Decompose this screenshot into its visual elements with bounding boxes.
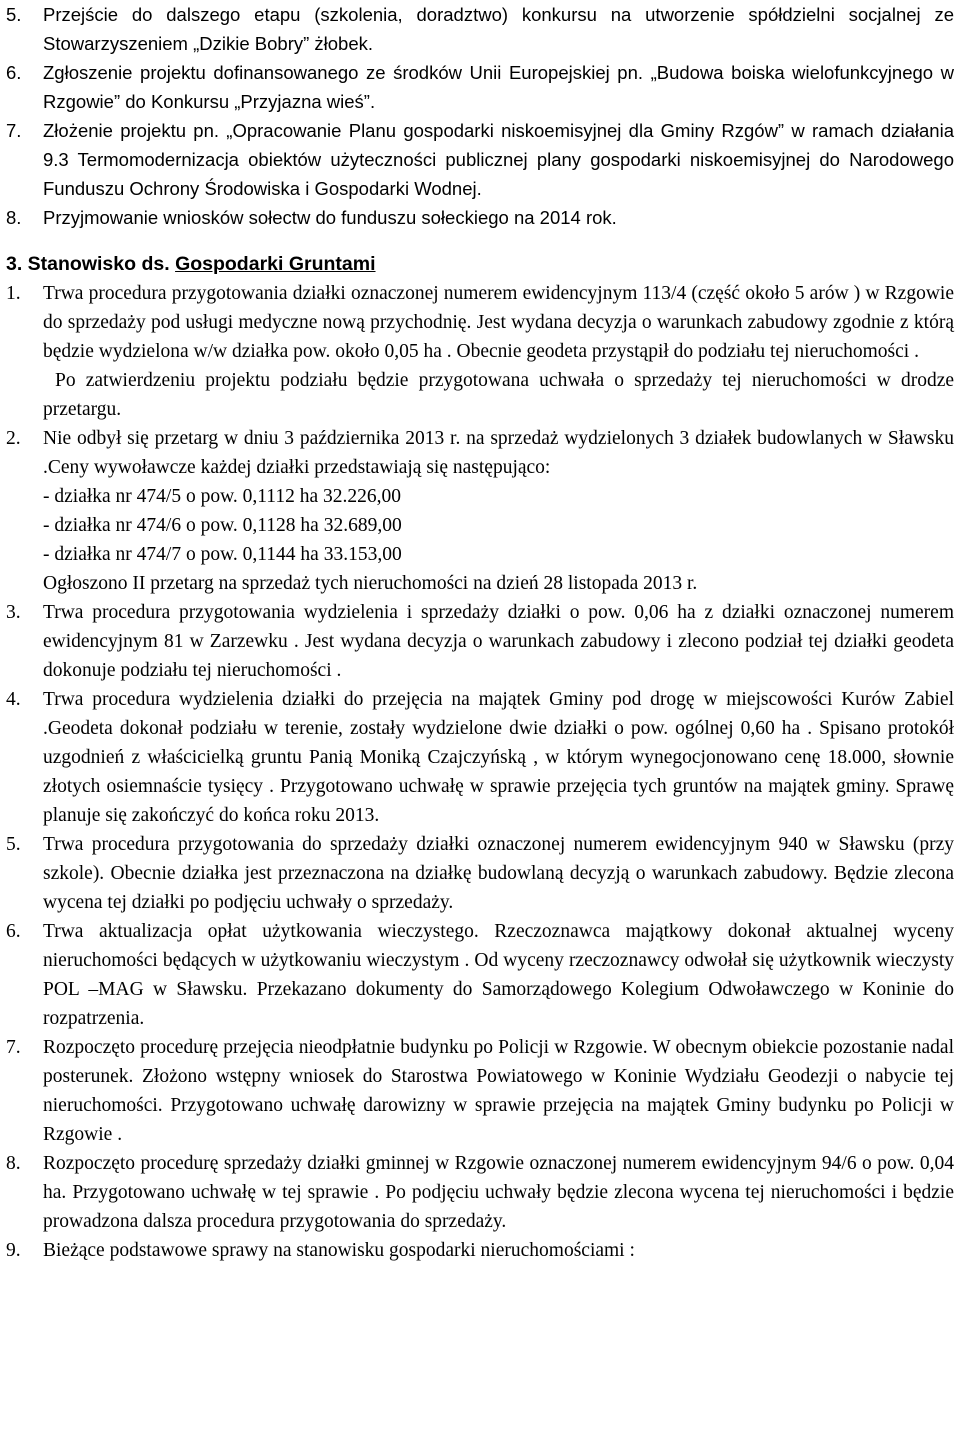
item-text: Przyjmowanie wniosków sołectw do funduszu sołeckiego na 2014 rok.: [43, 207, 617, 228]
item-text: Trwa procedura przygotowania działki oznaczonej numerem ewidencyjnym 113/4 (część około 5 arów ) w Rzgowie do sprzedaży pod usługi medyczne nową przychodnię. Jest wydana decyzja o warunkach zabudowy zgodnie z którą będzie wydzielona w/w działka pow. około 0,05 ha . Obecnie geodeta przystąpił do podziału tej nieruchomości .: [43, 283, 954, 362]
list-item: [0, 203, 954, 232]
item-text: Złożenie projektu pn. „Opracowanie Planu gospodarki niskoemisyjnej dla Gminy Rzgów” w ramach działania 9.3 Termomodernizacja obiektów użyteczności publicznej plany gospodarki niskoemisyjnej do Narodowego Funduszu Ochrony Środowiska i Gospodarki Wodnej.: [43, 120, 954, 199]
item-number: 1.: [6, 283, 21, 304]
list-item: [0, 0, 954, 58]
item-number: 5.: [6, 834, 21, 855]
list-item: [0, 116, 954, 203]
item-number: 2.: [6, 428, 21, 449]
list-item: [0, 917, 954, 1033]
item-number: 5.: [6, 4, 22, 25]
list-item: [0, 598, 954, 685]
item-text: Trwa procedura przygotowania wydzielenia i sprzedaży działki o pow. 0,06 ha z działki oznaczonej numerem ewidencyjnym 81 w Zarzewku . Jest wydana decyzja o warunkach zabudowy i zlecono podział tej działki geodeta dokonuje podziału tej nieruchomości .: [43, 602, 954, 681]
section3-list: [0, 279, 954, 1265]
item-text: Trwa aktualizacja opłat użytkowania wieczystego. Rzeczoznawca majątkowy dokonał aktualnej wyceny nieruchomości będących w użytkowaniu wieczystym . Od wyceny rzeczoznawcy odwołał się użytkownik wieczysty POL –MAG w Sławsku. Przekazano dokumenty do Samorządowego Kolegium Odwoławczego w Koninie do rozpatrzenia.: [43, 921, 954, 1029]
plot-line: - działka nr 474/6 o pow. 0,1128 ha 32.689,00: [43, 515, 402, 536]
plot-line: - działka nr 474/7 o pow. 0,1144 ha 33.153,00: [43, 544, 402, 565]
item-number: 7.: [6, 1037, 21, 1058]
item-text: Rozpoczęto procedurę przejęcia nieodpłatnie budynku po Policji w Rzgowie. W obecnym obiekcie pozostanie nadal posterunek. Złożono wstępny wniosek do Starostwa Powiatowego w Koninie Wydziału Geodezji o nabycie tej nieruchomości. Przygotowano uchwałę darowizny w sprawie przejęcia na majątek Gminy budynku po Policji w Rzgowie .: [43, 1037, 954, 1145]
list-item: [0, 685, 954, 830]
item-text: Rozpoczęto procedurę sprzedaży działki gminnej w Rzgowie oznaczonej numerem ewidencyjnym 94/6 o pow. 0,04 ha. Przygotowano uchwałę w tej sprawie . Po podjęciu uchwały będzie zlecona wycena tej nieruchomości i będzie prowadzona dalsza procedura przygotowania do sprzedaży.: [43, 1153, 954, 1232]
section-heading-title: Gospodarki Gruntami: [175, 253, 376, 275]
plot-line: - działka nr 474/5 o pow. 0,1112 ha 32.226,00: [43, 486, 401, 507]
item-text: Trwa procedura przygotowania do sprzedaży działki oznaczonej numerem ewidencyjnym 940 w Sławsku (przy szkole). Obecnie działka jest przeznaczona na działkę budowlaną decyzją o warunkach zabudowy. Będzie zlecona wycena tej działki po podjęciu uchwały o sprzedaży.: [43, 834, 954, 913]
section-heading-number: 3. Stanowisko ds.: [6, 253, 170, 275]
top-list: [0, 0, 954, 232]
item-text: Bieżące podstawowe sprawy na stanowisku gospodarki nieruchomościami :: [43, 1240, 635, 1261]
section-heading: [0, 250, 954, 279]
item-number: 3.: [6, 602, 21, 623]
list-item: [0, 1033, 954, 1149]
item-text: Trwa procedura wydzielenia działki do przejęcia na majątek Gminy pod drogę w miejscowości Kurów Zabiel .Geodeta dokonał podziału w terenie, zostały wydzielone dwie działki o pow. ogólnej 0,60 ha . Spisano protokół uzgodnień z właścicielką gruntu Panią Moniką Czajczyńską , w którym wynegocjonowano cenę 18.000, słownie złotych osiemnaście tysięcy . Przygotowano uchwałę w sprawie przejęcia tych gruntów na majątek gminy. Sprawę planuje się zakończyć do końca roku 2013.: [43, 689, 954, 826]
spacer: [0, 232, 954, 250]
list-item: [0, 279, 954, 424]
list-item: [0, 1149, 954, 1236]
auction-note: Ogłoszono II przetarg na sprzedaż tych nieruchomości na dzień 28 listopada 2013 r.: [43, 573, 698, 594]
item-number: 8.: [6, 1153, 21, 1174]
item-text: Zgłoszenie projektu dofinansowanego ze środków Unii Europejskiej pn. „Budowa boiska wielofunkcyjnego w Rzgowie” do Konkursu „Przyjazna wieś”.: [43, 62, 954, 112]
item-number: 6.: [6, 921, 21, 942]
item-number: 4.: [6, 689, 21, 710]
list-item: [0, 830, 954, 917]
item-text-continued: Po zatwierdzeniu projektu podziału będzie przygotowana uchwała o sprzedaży tej nieruchomości w drodze przetargu.: [43, 370, 954, 420]
list-item: [0, 58, 954, 116]
item-number: 7.: [6, 120, 22, 141]
item-number: 9.: [6, 1240, 21, 1261]
list-item: [0, 424, 954, 598]
item-text: Przejście do dalszego etapu (szkolenia, doradztwo) konkursu na utworzenie spółdzielni socjalnej ze Stowarzyszeniem „Dzikie Bobry” żłobek.: [43, 4, 954, 54]
item-number: 6.: [6, 62, 22, 83]
item-number: 8.: [6, 207, 22, 228]
item-text: Nie odbył się przetarg w dniu 3 października 2013 r. na sprzedaż wydzielonych 3 działek budowlanych w Sławsku .Ceny wywoławcze każdej działki przedstawiają się następująco:: [43, 428, 954, 478]
list-item: [0, 1236, 954, 1265]
